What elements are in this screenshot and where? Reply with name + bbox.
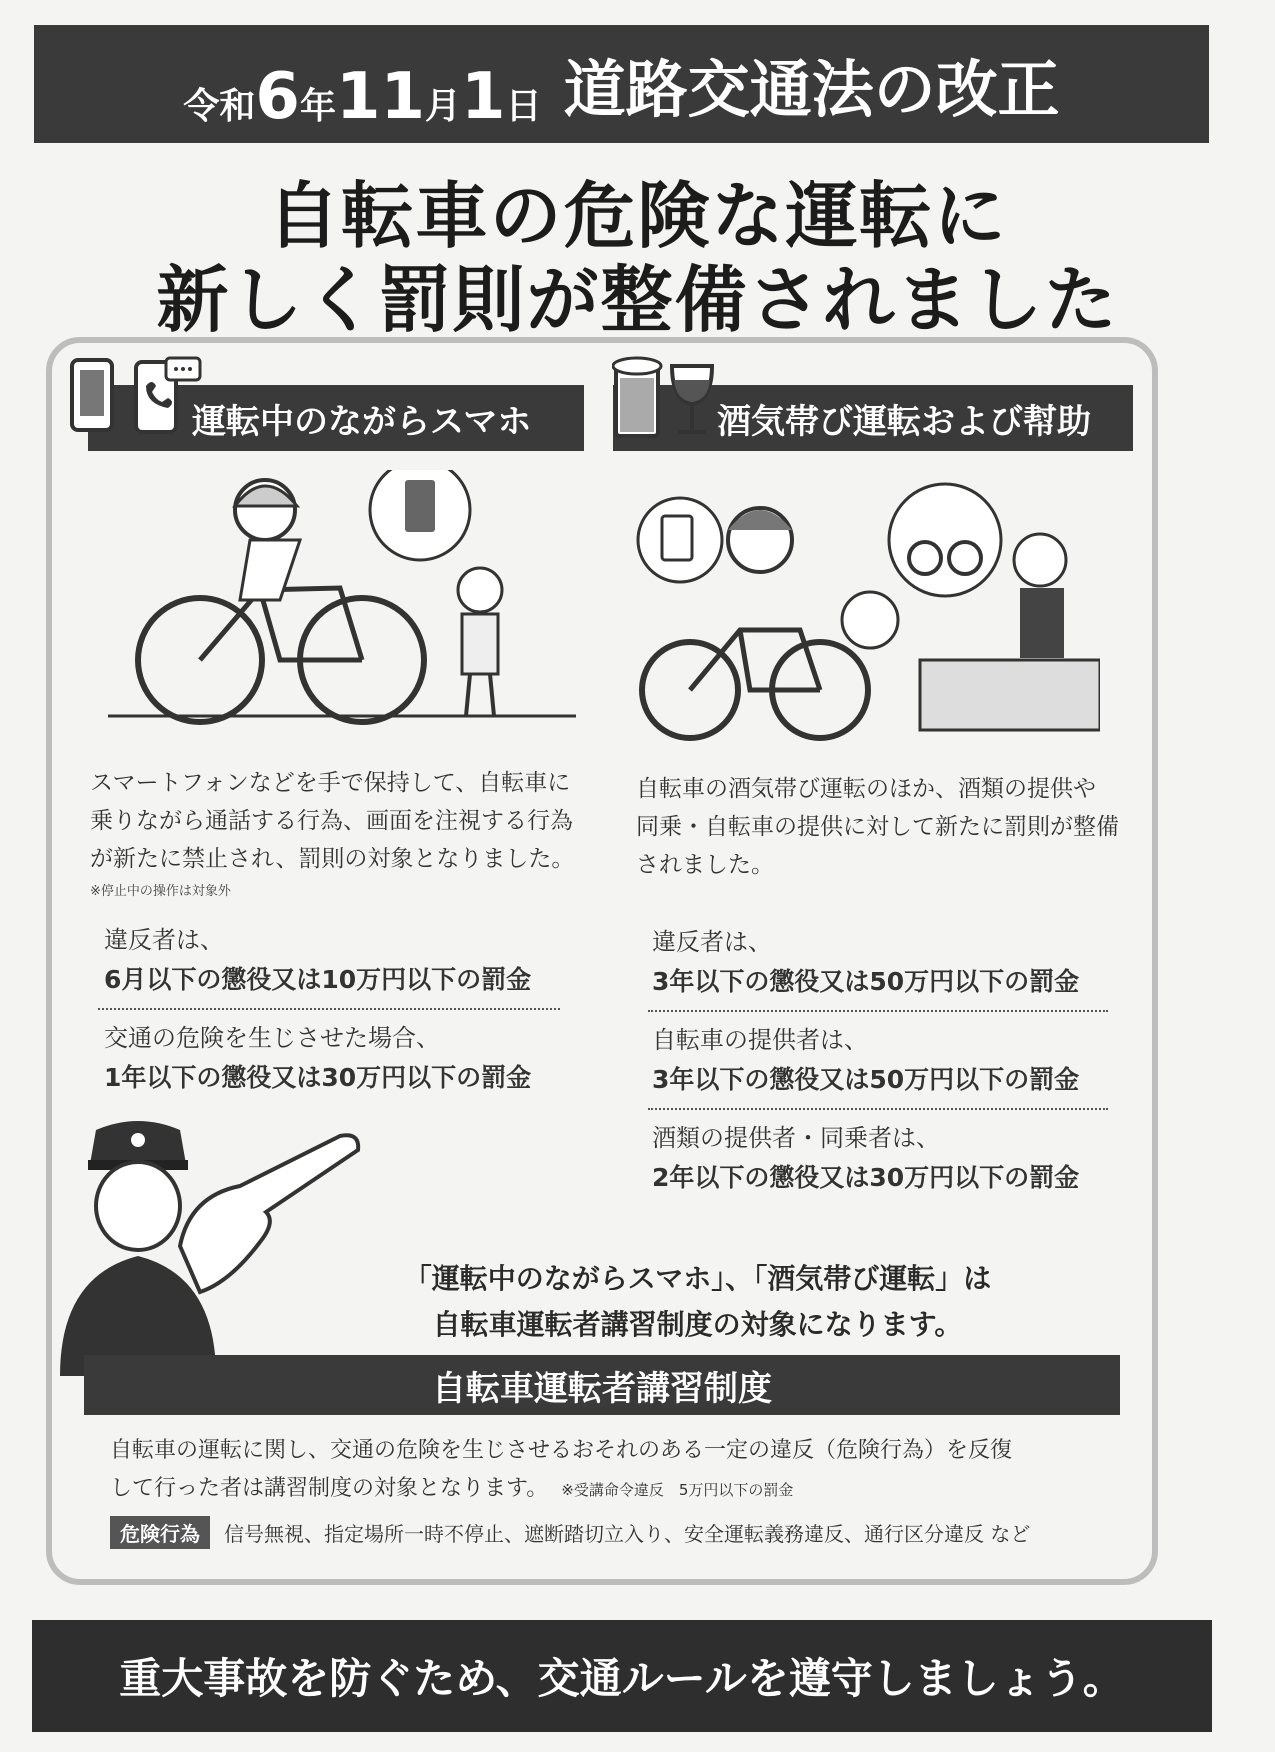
footer-text: 重大事故を防ぐため、交通ルールを遵守しましょう。	[119, 1654, 1125, 1703]
headline-line1: 自転車の危険な運転に	[267, 174, 1008, 258]
banner-month-unit: 月	[425, 86, 462, 127]
drunk-cycling-illustration	[620, 480, 1100, 754]
left-description	[90, 764, 590, 878]
right-penalty-3	[652, 1118, 1112, 1198]
penalty-subject: 違反者は、	[652, 928, 772, 956]
banner-year: 6	[255, 60, 300, 134]
left-description-line: 乗りながら通話する行為、画面を注視する行為	[90, 808, 573, 834]
system-title: 自転車運転者講習制度	[432, 1368, 772, 1409]
banner-year-unit: 年	[299, 86, 336, 127]
right-penalty-1	[652, 922, 1112, 1002]
banner-month: 11	[335, 60, 426, 134]
penalty-subject: 酒類の提供者・同乗者は、	[652, 1124, 940, 1152]
left-penalty-1	[104, 920, 564, 1000]
right-description-line: 自転車の酒気帯び運転のほか、酒類の提供や	[636, 776, 1096, 802]
system-text-line2: して行った者は講習制度の対象となります。	[110, 1476, 549, 1501]
penalty-subject: 交通の危険を生じさせた場合、	[104, 1024, 440, 1052]
footer-banner	[32, 1620, 1212, 1732]
banner-era: 令和	[183, 86, 256, 127]
system-text-line1: 自転車の運転に関し、交通の危険を生じさせるおそれのある一定の違反（危険行為）を反復	[110, 1438, 1013, 1463]
system-description	[110, 1432, 1120, 1509]
smartphone-icon	[66, 356, 206, 440]
left-description-line: スマートフォンなどを手で保持して、自転車に	[90, 770, 571, 796]
banner-day-unit: 日	[505, 86, 542, 127]
notice-line2: 自転車運転者講習制度の対象になります。	[432, 1308, 963, 1341]
penalty-subject: 違反者は、	[104, 926, 224, 954]
beer-and-wine-icon	[612, 356, 722, 444]
smartphone-cycling-illustration	[100, 470, 590, 754]
right-description	[636, 770, 1136, 884]
left-note: ※停止中の操作は対象外	[90, 884, 231, 899]
right-section-title: 酒気帯び運転および幇助	[717, 401, 1091, 442]
divider	[648, 1108, 1108, 1110]
divider	[648, 1010, 1108, 1012]
left-section-title: 運転中のながらスマホ	[192, 401, 532, 442]
danger-acts-list: 信号無視、指定場所一時不停止、遮断踏切立入り、安全運転義務違反、通行区分違反 など	[224, 1522, 1031, 1546]
danger-acts-label: 危険行為	[110, 1516, 210, 1549]
notice	[0, 1256, 1275, 1348]
penalty-text: 6月以下の懲役又は10万円以下の罰金	[104, 965, 532, 994]
banner-day: 1	[461, 60, 506, 134]
headline-line2: 新しく罰則が整備されました	[156, 258, 1119, 342]
top-banner	[34, 25, 1209, 143]
penalty-subject: 自転車の提供者は、	[652, 1026, 868, 1054]
danger-acts-row	[110, 1516, 1030, 1549]
right-description-line: 同乗・自転車の提供に対して新たに罰則が整備	[636, 814, 1119, 840]
system-text-note: ※受講命令違反 5万円以下の罰金	[561, 1481, 794, 1499]
penalty-text: 1年以下の懲役又は30万円以下の罰金	[104, 1063, 532, 1092]
notice-line1: 「運転中のながらスマホ」、「酒気帯び運転」は	[403, 1262, 992, 1295]
banner-title: 道路交通法の改正	[563, 53, 1060, 126]
system-title-bar	[84, 1355, 1120, 1415]
right-penalty-2	[652, 1020, 1112, 1100]
left-description-line: が新たに禁止され、罰則の対象となりました。	[90, 846, 575, 872]
penalty-text: 3年以下の懲役又は50万円以下の罰金	[652, 1065, 1080, 1094]
penalty-text: 2年以下の懲役又は30万円以下の罰金	[652, 1163, 1080, 1192]
left-penalty-2	[104, 1018, 564, 1098]
penalty-text: 3年以下の懲役又は50万円以下の罰金	[652, 967, 1080, 996]
divider	[98, 1008, 560, 1010]
right-description-line: されました。	[636, 852, 774, 878]
